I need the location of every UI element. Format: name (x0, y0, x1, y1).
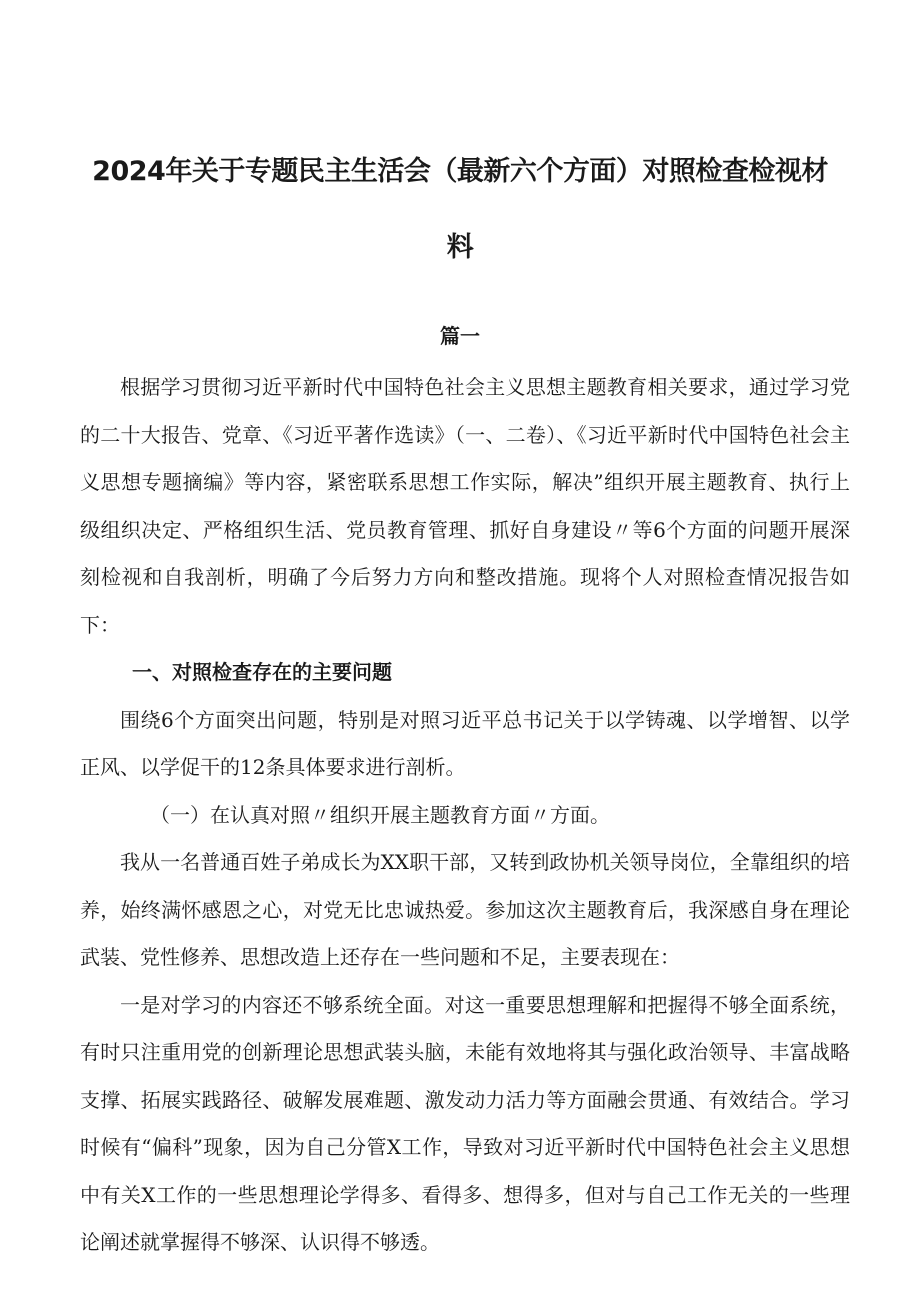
intro-paragraph: 根据学习贯彻习近平新时代中国特色社会主义思想主题教育相关要求，通过学习党的二十大报告、党章、《习近平著作选读》（一、二卷）、《习近平新时代中国特色社会主义思想专题摘编》等内容，紧密联系思想工作实际，解决”组织开展主题教育、执行上级组织决定、严格组织生活、党员教育管理、抓好自身建设〃等6个方面的问题开展深刻检视和自我剖析，明确了今后努力方向和整改措施。现将个人对照检查情况报告如下： (80, 375, 850, 637)
section-heading: 篇一 (440, 324, 480, 348)
document-title: 2024年关于专题民主生活会（最新六个方面）对照检查检视材料 (92, 156, 828, 263)
self-intro-paragraph: 我从一名普通百姓子弟成长为XX职干部，又转到政协机关领导岗位，全靠组织的培养，始终满怀感恩之心，对党无比忠诚热爱。参加这次主题教育后，我深感自身在理论武装、党性修养、思想改造上还存在一些问题和不足，主要表现在： (80, 850, 850, 969)
heading-main-problems: 一、对照检查存在的主要问题 (132, 660, 392, 684)
document-body (80, 364, 850, 1267)
point-one-paragraph: 一是对学习的内容还不够系统全面。对这一重要思想理解和把握得不够全面系统，有时只注重用党的创新理论思想武装头脑，未能有效地将其与强化政治领导、丰富战略支撑、拓展实践路径、破解发展难题、激发动力活力等方面融会贯通、有效结合。学习时候有“偏科”现象，因为自己分管X工作，导致对习近平新时代中国特色社会主义思想中有关X工作的一些思想理论学得多、看得多、想得多，但对与自己工作无关的一些理论阐述就掌握得不够深、认识得不够透。 (80, 992, 850, 1254)
problems-paragraph: 围绕6个方面突出问题，特别是对照习近平总书记关于以学铸魂、以学增智、以学正风、以学促干的12条具体要求进行剖析。 (80, 707, 850, 779)
subheading-one: （一）在认真对照〃组织开展主题教育方面〃方面。 (150, 802, 610, 827)
